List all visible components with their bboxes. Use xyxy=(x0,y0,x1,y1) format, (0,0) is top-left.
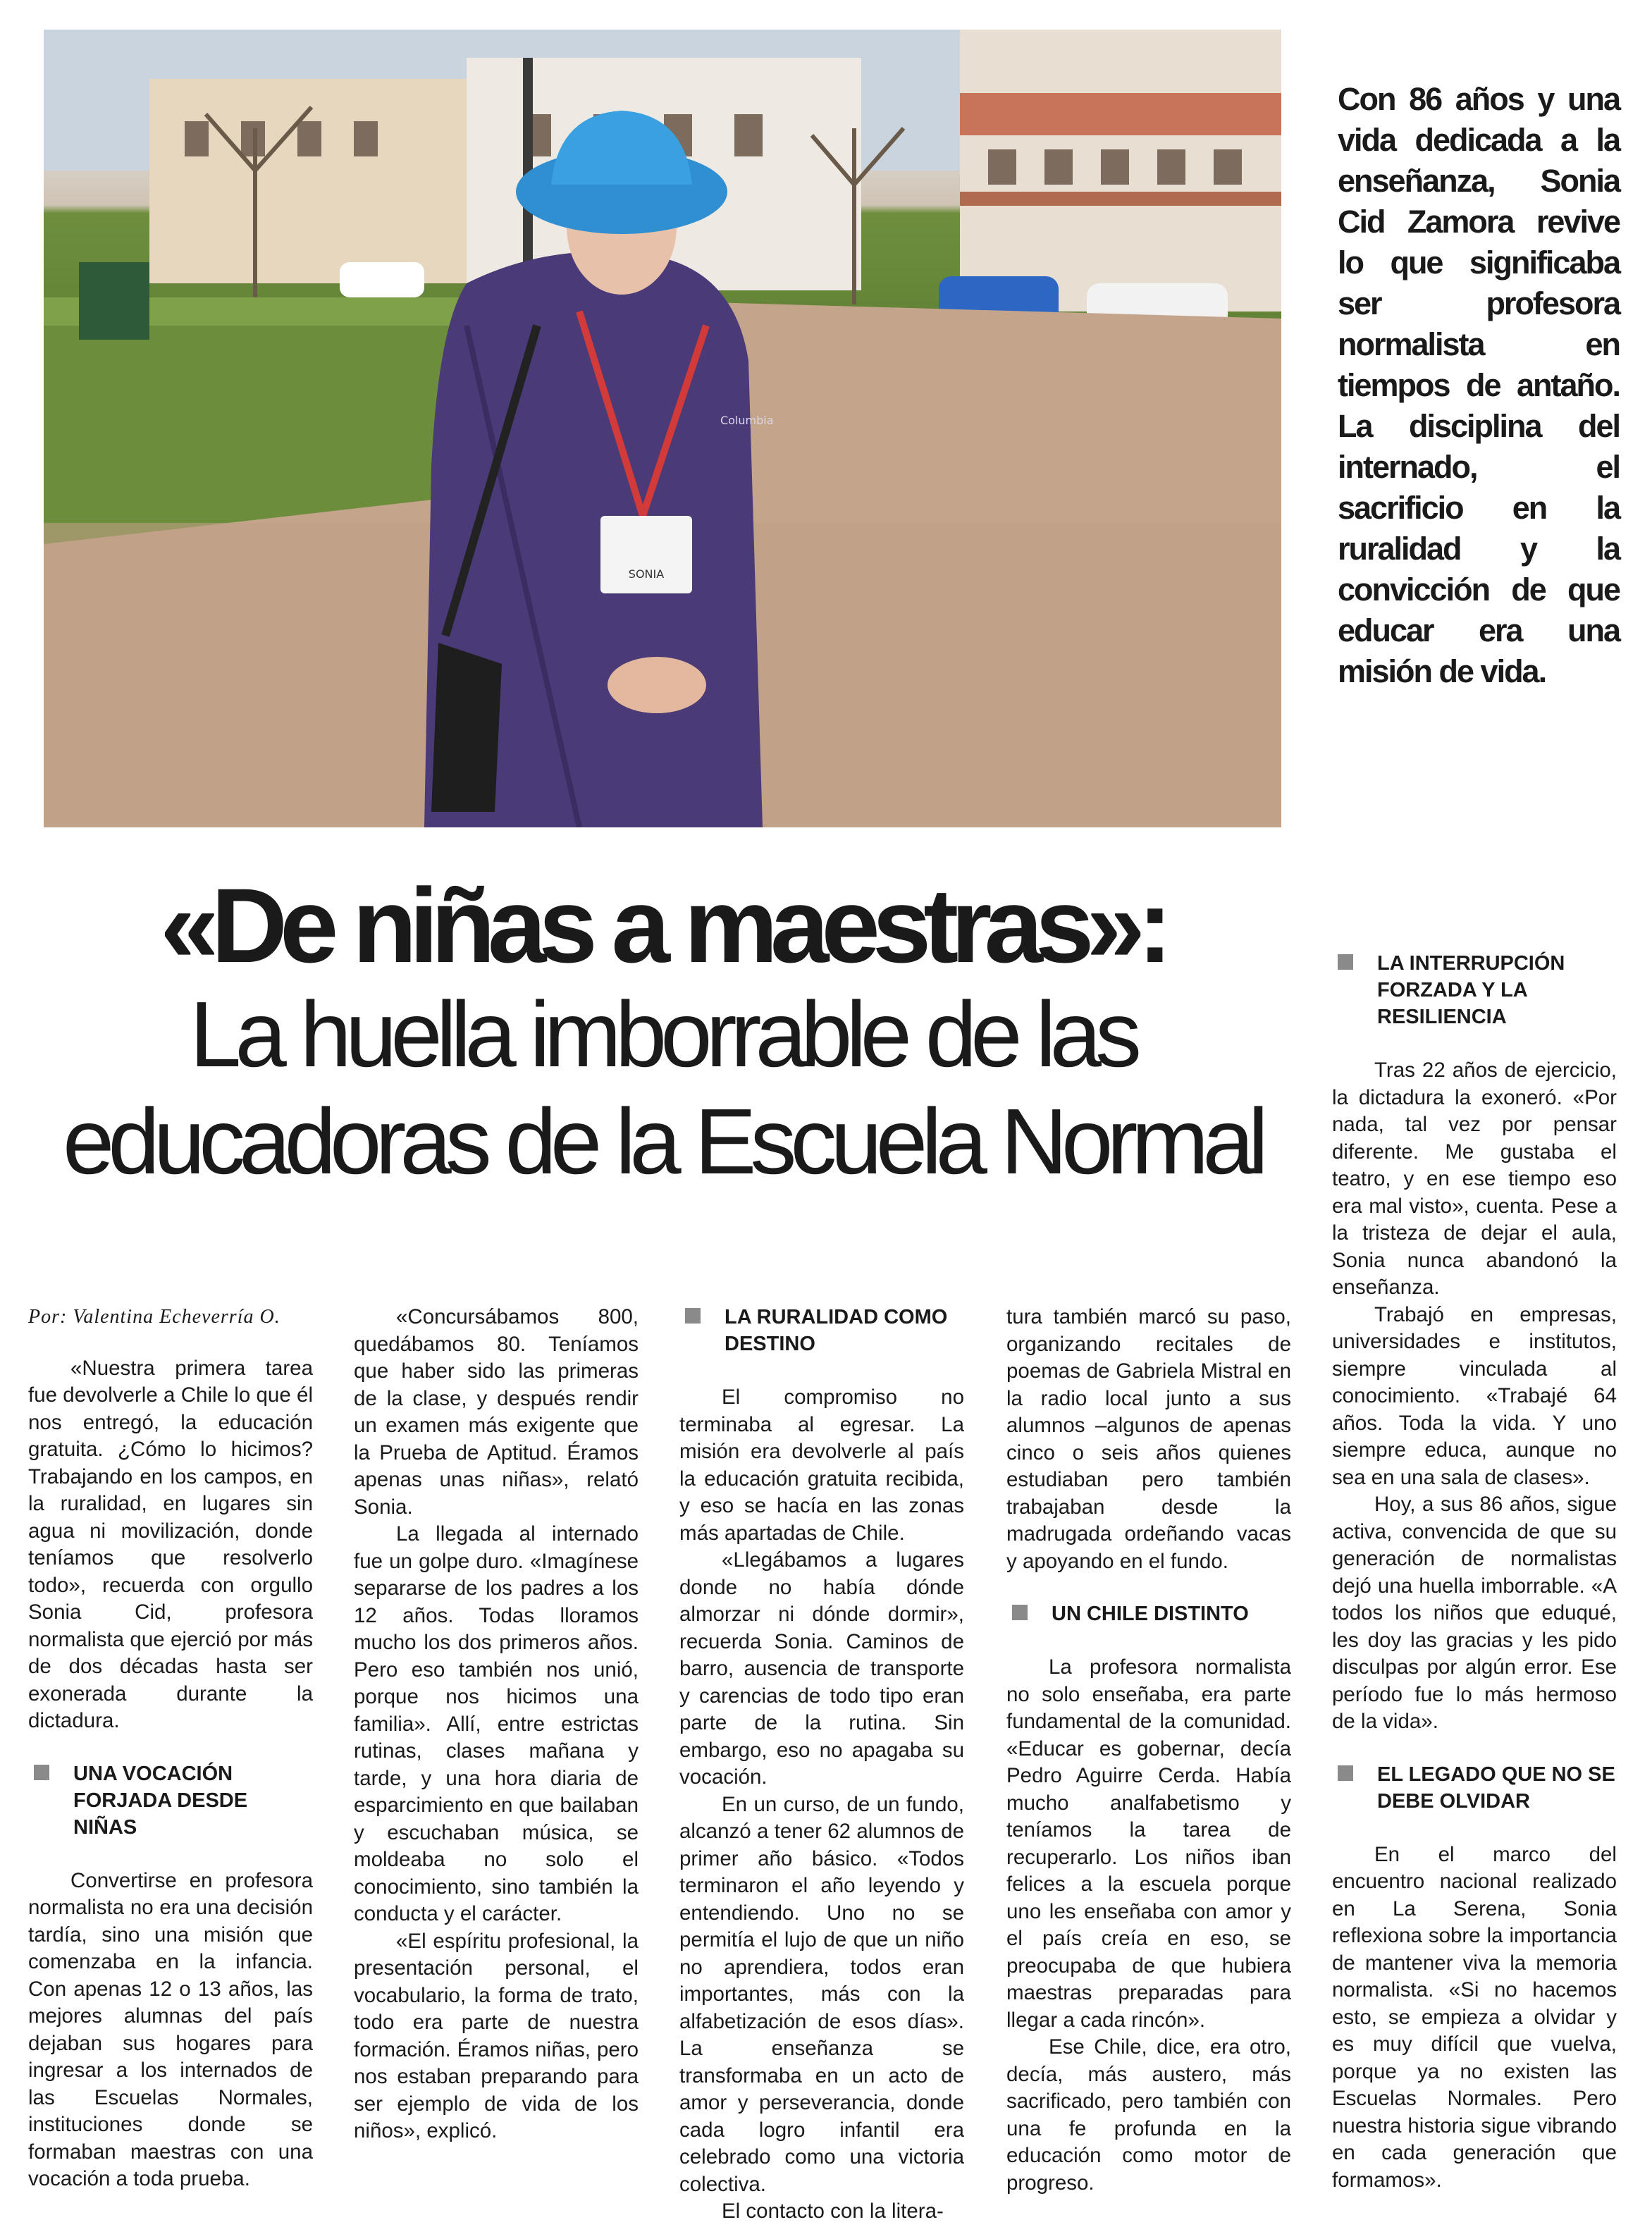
paragraph: El compromiso no terminaba al egresar. La misión era devolverle al país la educación gratuita recibida, y eso se hacía en las zonas más apartadas de Chile. xyxy=(679,1386,964,1545)
byline: Por: Valentina Echeverría O. xyxy=(28,1306,281,1328)
square-bullet-icon xyxy=(1338,954,1353,970)
subheading xyxy=(1332,950,1617,1030)
subheading-text: EL LEGADO QUE NO SE DEBE OLVIDAR xyxy=(1377,1763,1615,1813)
square-bullet-icon xyxy=(1338,1765,1353,1781)
jacket-logo: Columbia xyxy=(720,414,774,427)
paragraph: Convertirse en profesora normalista no era una decisión tardía, sino una misión que comenzaba en la infancia. Con apenas 12 o 13 años, las mejores alumnas del país dejaban sus hogares para ingresar a los internados de las Escuelas Normales, instituciones donde se formaban maestras con una vocación a toda prueba. xyxy=(28,1868,313,2190)
subheading xyxy=(679,1304,964,1357)
headline-line-1: «De niñas a maestras»: xyxy=(160,866,1165,985)
paragraph: Hoy, a sus 86 años, sigue activa, convencida de que su generación de normalistas dejó una huella imborrable. «A todos los niños que eduqué, les doy las gracias y les pido disculpas por algún error. Ese período fue lo más hermoso de la vida». xyxy=(1332,1493,1617,1733)
subheading xyxy=(28,1760,313,1841)
paragraph: «Llegábamos a lugares donde no había dónde almorzar ni dónde dormir», recuerda Sonia. Caminos de barro, ausencia de transporte y carencias de todo tipo eran parte de la rutina. Sin embargo, eso no apagaba su vocación. xyxy=(679,1548,964,1789)
article-photo xyxy=(44,30,1281,827)
subheading-text: UNA VOCACIÓN FORJADA DESDE NIÑAS xyxy=(73,1762,248,1839)
subheading-text: LA INTERRUPCIÓN FORZADA Y LA RESILIENCIA xyxy=(1377,952,1565,1028)
paragraph: Tras 22 años de ejercicio, la dictadura la exoneró. «Por nada, tal vez por pensar diferente. Me gustaba el teatro, y en ese tiempo eso era mal visto», cuenta. Pese a la tristeza de dejar el aula, Sonia nunca abandonó la enseñanza. xyxy=(1332,1059,1617,1299)
paragraph: «El espíritu profesional, la presentación personal, el vocabulario, la forma de trato, todo era parte de nuestra formación. Éramos niñas, pero nos estaban preparando para ser ejemplo de vida de los niños», explicó. xyxy=(354,1929,639,2142)
photo-illustration xyxy=(44,30,1281,827)
square-bullet-icon xyxy=(1012,1605,1028,1620)
paragraph: La llegada al internado fue un golpe duro. «Imagínese separarse de los padres a los 12 años. Todas lloramos mucho los dos primeros años. Pero eso también nos unió, porque nos hicimos una familia». Allí, entre estrictas rutinas, clases mañana y tarde, y una hora diaria de esparcimiento en que bailaban y escuchaban música, se moldeaba no solo el conocimiento, sino también la conducta y el carácter. xyxy=(354,1522,639,1925)
square-bullet-icon xyxy=(685,1308,701,1324)
subheading xyxy=(1006,1600,1291,1627)
paragraph: En un curso, de un fundo, alcanzó a tener 62 alumnos de primer año básico. «Todos terminaron el año leyendo y entendiendo. Uno no se permitía el lujo de que un niño no aprendiera, todos eran importantes, más con la alfabetización de esos días». La enseñanza se transformaba en un acto de amor y perseverancia, donde cada logro infantil era celebrado como una victoria colectiva. xyxy=(679,1792,964,2196)
subheading xyxy=(1332,1761,1617,1815)
paragraph: Ese Chile, dice, era otro, decía, más austero, más sacrificado, pero también con una fe profunda en la educación como motor de progreso. xyxy=(1006,2035,1291,2195)
badge-text: SONIA xyxy=(628,567,665,581)
column-4 xyxy=(1006,1304,1291,2197)
column-5 xyxy=(1332,950,1617,2194)
column-2 xyxy=(354,1304,639,2145)
paragraph: «Nuestra primera tarea fue devolverle a Chile lo que él nos entregó, la educación gratuita. ¿Cómo lo hicimos? Trabajando en los campos, en la ruralidad, en lugares sin agua ni movilización, donde teníamos que resolverlo todo», recuerda con orgullo Sonia Cid, profesora normalista que ejerció por más de dos décadas hasta ser exonerada durante la dictadura. xyxy=(28,1356,313,1732)
paragraph: «Concursábamos 800, quedábamos 80. Teníamos que haber sido las primeras de la clase, y después rendir un examen más exigente que la Prueba de Aptitud. Éramos apenas unas niñas», relató Sonia. xyxy=(354,1305,639,1519)
paragraph: Trabajó en empresas, universidades e institutos, siempre vinculada al conocimiento. «Trabajé 64 años. Toda la vida. Y uno siempre educa, aunque no sea en una sala de clases». xyxy=(1332,1302,1617,1489)
column-1 xyxy=(28,1304,313,2193)
headline-line-2: La huella imborrable de las xyxy=(190,982,1135,1086)
column-3 xyxy=(679,1304,964,2226)
paragraph: La profesora normalista no solo enseñaba, era parte fundamental de la comunidad. «Educar es gobernar, decía Pedro Aguirre Cerda. Había mucho analfabetismo y teníamos la tarea de recuperarlo. Los niños iban felices a la escuela porque uno les enseñaba con amor y el país creía en eso, se preocupaba de que hubiera maestras preparadas para llegar a cada rincón». xyxy=(1006,1655,1291,2032)
article-headline xyxy=(28,866,1297,1193)
article-deck: Con 86 años y una vida dedicada a la enseñanza, Sonia Cid Zamora revive lo que significaba ser profesora normalista en tiempos de antaño. La disciplina del internado, el sacrificio en la ruralidad y la convicción de que educar era una misión de vida. xyxy=(1338,81,1620,689)
square-bullet-icon xyxy=(34,1765,49,1780)
subheading-text: UN CHILE DISTINTO xyxy=(1052,1603,1249,1625)
paragraph: El contacto con la litera- xyxy=(722,2200,944,2223)
subheading-text: LA RURALIDAD COMO DESTINO xyxy=(725,1306,948,1355)
paragraph: tura también marcó su paso, organizando recitales de poemas de Gabriela Mistral en la radio local junto a sus alumnos –algunos de apenas cinco o seis años quienes estudiaban pero también trabajaban desde la madrugada ordeñando vacas y apoyando en el fundo. xyxy=(1006,1305,1291,1573)
headline-line-3: educadoras de la Escuela Normal xyxy=(62,1090,1263,1193)
paragraph: En el marco del encuentro nacional realizado en La Serena, Sonia reflexiona sobre la importancia de mantener viva la memoria normalista. «Si no hacemos esto, se empieza a olvidar y es muy difícil que vuelva, porque ya no existen las Escuelas Normales. Pero nuestra historia sigue vibrando en cada generación que formamos». xyxy=(1332,1842,1617,2192)
